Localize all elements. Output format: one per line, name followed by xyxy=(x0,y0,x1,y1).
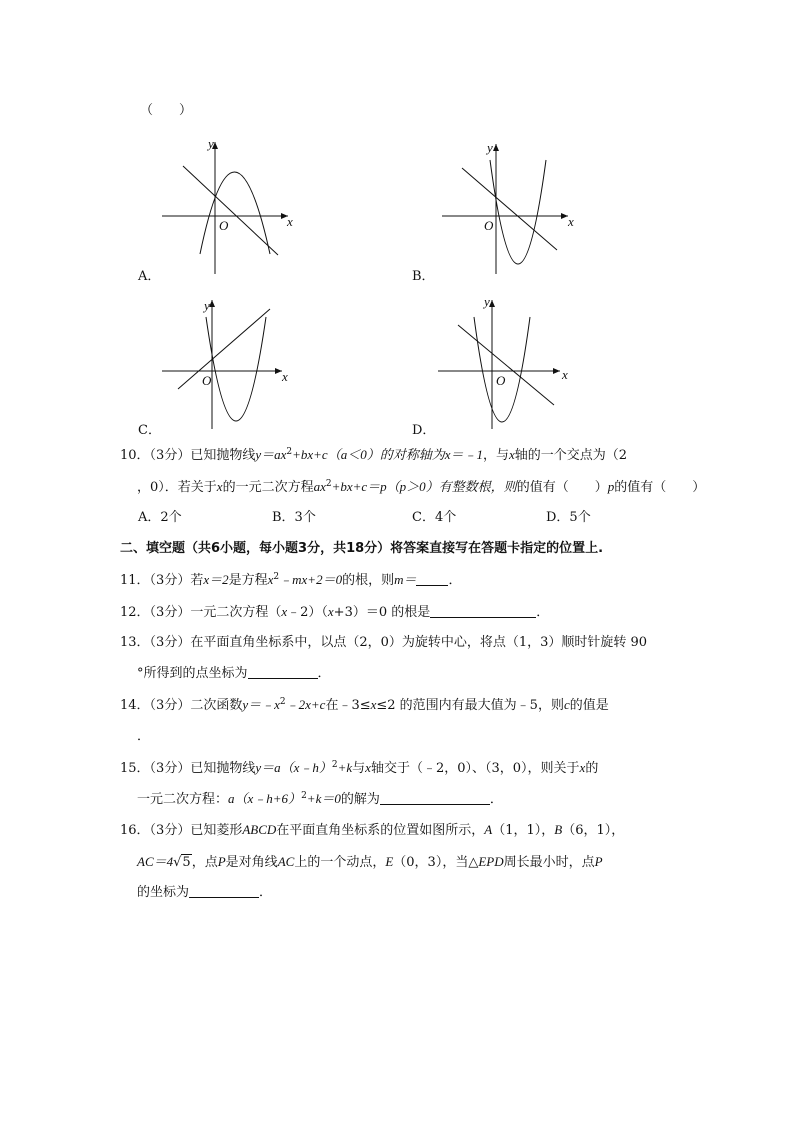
graph-b-x-label: x xyxy=(568,214,574,229)
question-13-line-2: °所得到的点坐标为 ． xyxy=(137,666,331,681)
graph-d-y-label: y xyxy=(484,294,490,309)
graph-d xyxy=(436,295,586,430)
q16-answer-blank[interactable] xyxy=(189,884,259,898)
option-a-label: A． xyxy=(138,269,161,284)
question-13-line-1: 13．（3分）在平面直角坐标系中，以点（2，0）为旋转中心，将点（1，3）顺时针旋转 90 xyxy=(120,635,648,650)
question-16-line-2: AC＝4√5，点P是对角线AC上的一个动点，E（0，3），当△EPD周长最小时，点P xyxy=(137,854,603,870)
graph-c xyxy=(160,295,310,430)
graph-c-origin-label: O xyxy=(202,373,212,388)
section-2-heading: 二、填空题（共6小题，每小题3分，共18分）将答案直接写在答题卡指定的位置上. xyxy=(120,541,604,556)
sqrt-symbol: √ xyxy=(173,855,182,870)
q10-choice-c: C．4个 xyxy=(412,510,457,525)
q13-answer-blank[interactable] xyxy=(248,665,318,679)
graph-a-origin-label: O xyxy=(219,218,229,233)
graph-c-y-label: y xyxy=(204,298,210,313)
graph-b-origin-label: O xyxy=(484,218,494,233)
q12-answer-blank[interactable] xyxy=(430,604,536,618)
q15-answer-blank[interactable] xyxy=(380,791,490,805)
question-16-line-3: 的坐标为 ． xyxy=(137,885,273,900)
question-15-line-1: 15．（3分）已知抛物线y＝a（x﹣h）$^2$+k与x轴交于（﹣2，0）、（3，0），则关于x的 xyxy=(120,760,599,776)
option-b-label: B． xyxy=(412,269,435,284)
question-15-line-2: 一元二次方程：a（x﹣h+6）$^2$+k＝0的解为 ． xyxy=(137,791,503,807)
graph-b-y-label: y xyxy=(487,140,493,155)
graph-d-x-label: x xyxy=(562,367,568,382)
option-d-label: D． xyxy=(412,423,436,438)
question-12: 12．（3分）一元二次方程（x﹣2）（x+3）＝0 的根是 ． xyxy=(120,604,550,620)
q11-answer-blank[interactable] xyxy=(416,572,448,586)
graph-d-origin-label: O xyxy=(496,373,506,388)
graph-a-x-label: x xyxy=(287,214,293,229)
q10-choice-d: D．5个 xyxy=(546,510,591,525)
question-14-line-2: ． xyxy=(137,729,151,744)
answer-parentheses: （ ） xyxy=(140,103,193,118)
graph-b xyxy=(440,136,590,276)
question-14-line-1: 14．（3分）二次函数$y=﹣x^2﹣2x+c$在﹣3≤x≤2 的范围内有最大值为﹣5，则c的值是 xyxy=(120,697,609,713)
question-11: 11．（3分）若x＝2是方程$x^2﹣mx+2=0$的根，则m＝ ． xyxy=(120,572,462,588)
q10-choice-a: A．2个 xyxy=(138,510,182,525)
graph-c-x-label: x xyxy=(282,369,288,384)
graph-a xyxy=(160,136,310,276)
question-16-line-1: 16．（3分）已知菱形ABCD在平面直角坐标系的位置如图所示，A（1，1），B（6，1）， xyxy=(120,822,625,838)
option-c-label: C． xyxy=(138,423,161,438)
graph-a-y-label: y xyxy=(208,136,214,151)
question-10-line-1: 10．（3分）已知抛物线$y=ax^2+bx+c(a<0)$的对称轴为x＝﹣1，与x轴的一个交点为（2 xyxy=(120,447,628,463)
q10-choice-b: B．3个 xyxy=(272,510,316,525)
question-10-line-2: ，0）．若关于x的一元二次方程$ax^2+bx+c=p(p>0)$有整数根，则的值有（ ）p的值有（ ） xyxy=(137,479,706,495)
